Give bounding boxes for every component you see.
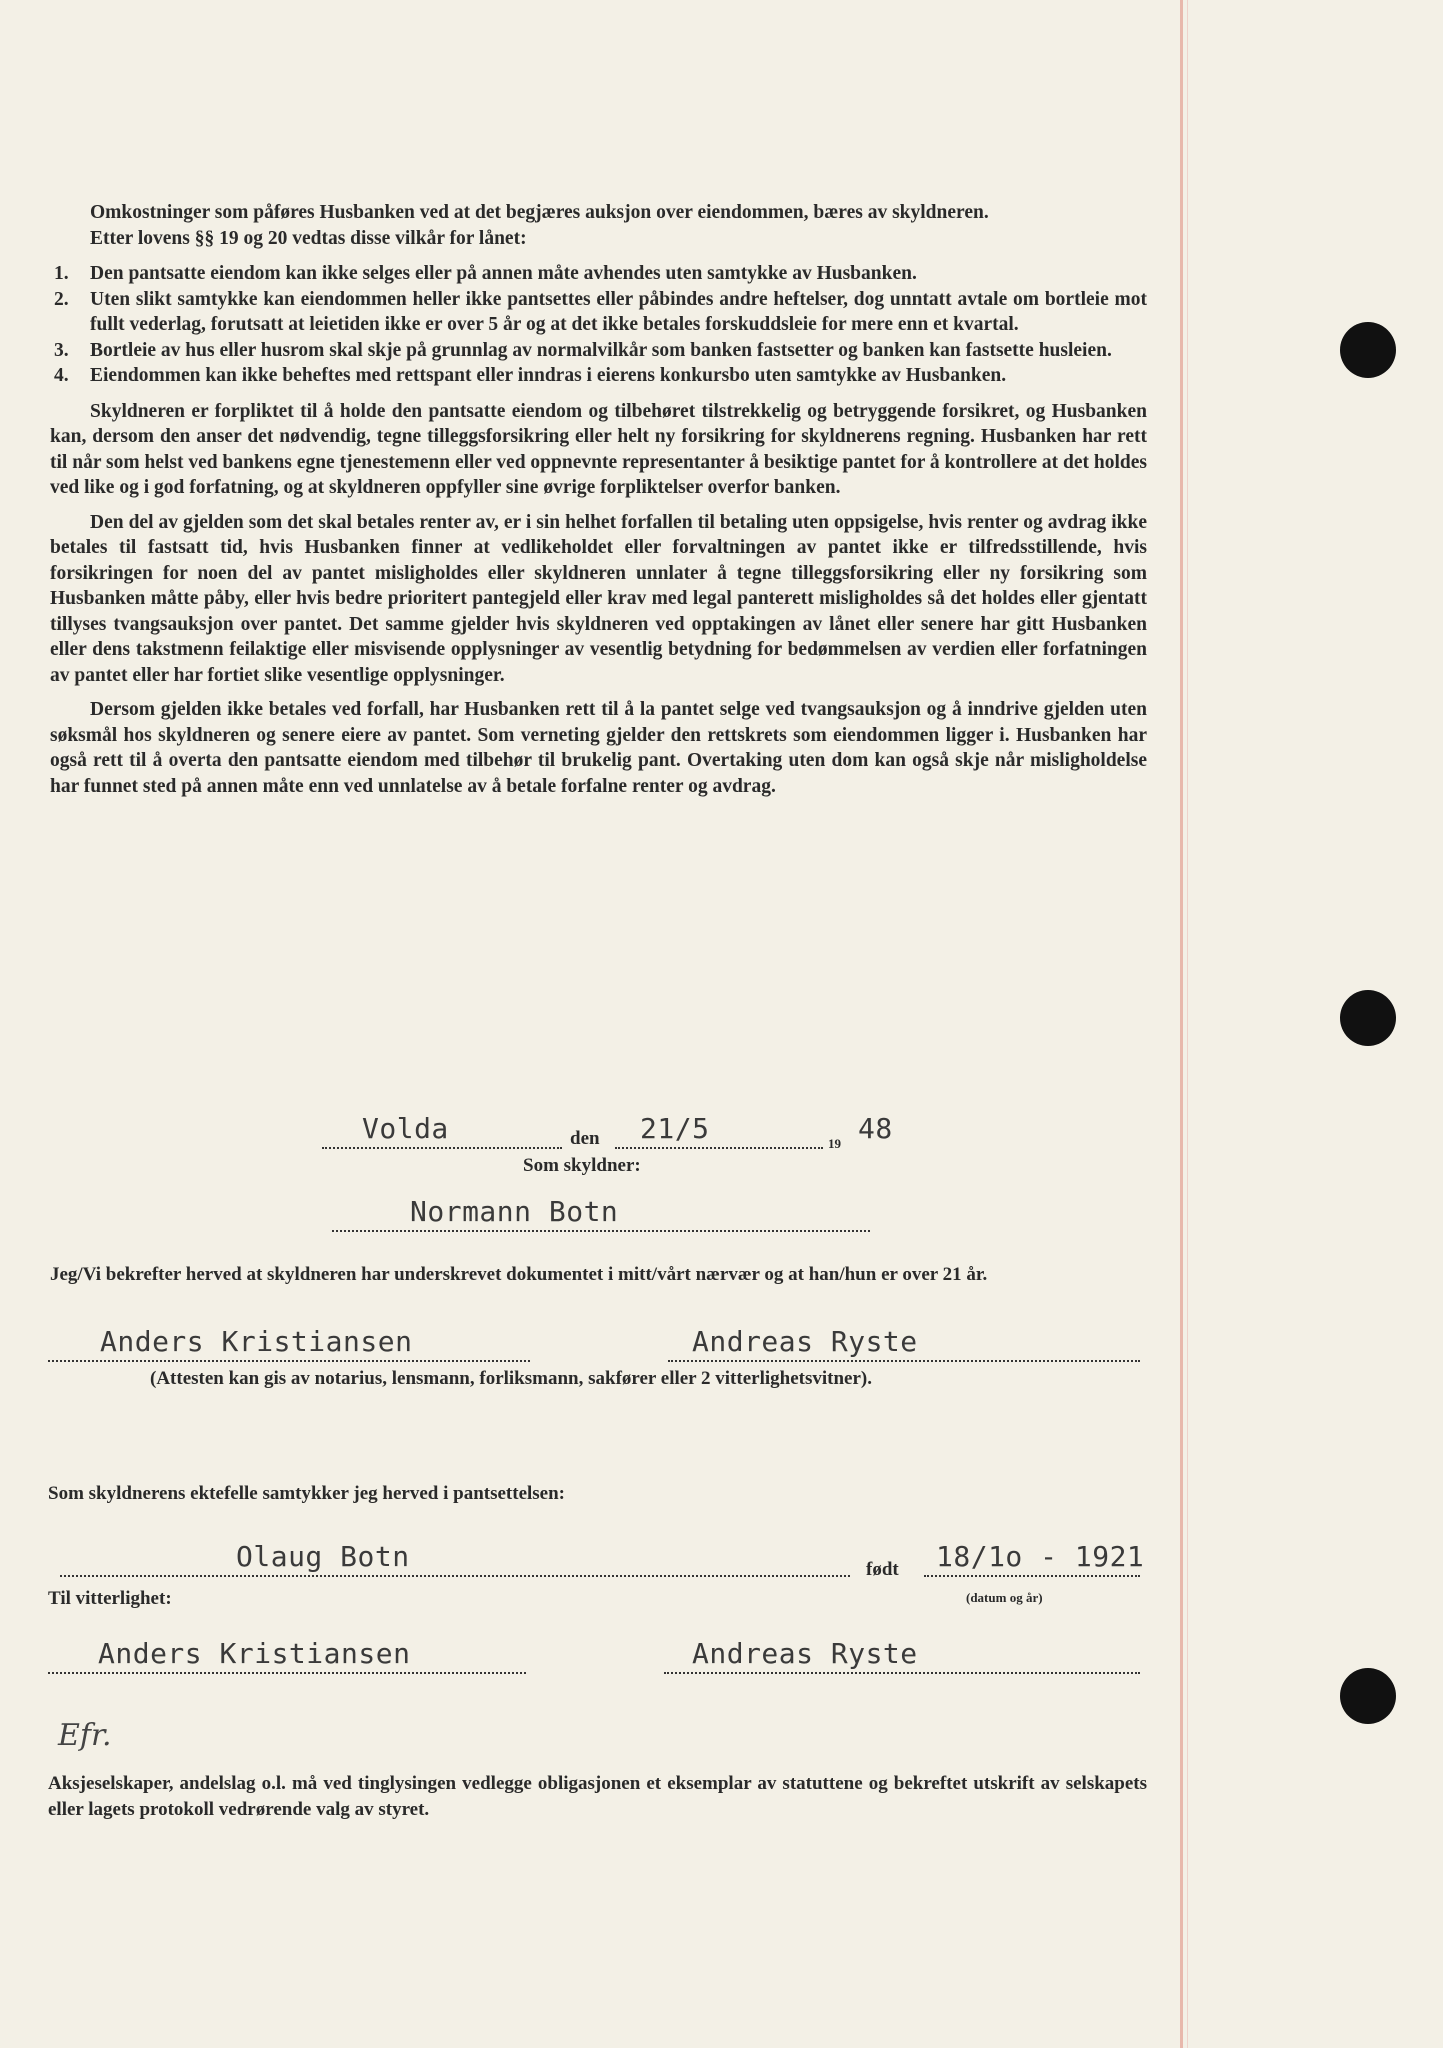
attestation-note: (Attesten kan gis av notarius, lensmann, forliksmann, sakfører eller 2 vitterlighetsvitner). <box>150 1368 872 1389</box>
insurance-paragraph: Skyldneren er forpliktet til å holde den pantsatte eiendom og tilbehøret tilstrekkelig og betryggende forsikret, og Husbanken kan, dersom den anser det nødvendig, tegne tilleggsforsikring eller helt ny forsikring for skyldnerens regning. Husbanken har rett til når som helst ved bankens egne tjenestemenn eller ved oppnevnte representanter å besiktige pantet for å kontrollere at det holdes ved like og i god forfatning, og at skyldneren oppfyller sine øvrige forpliktelser overfor banken. <box>50 400 1147 498</box>
punch-hole-bottom <box>1340 1668 1396 1724</box>
born-hint: (datum og år) <box>966 1590 1043 1605</box>
witness2-signature: Andreas Ryste <box>692 1325 918 1358</box>
born-label: født <box>866 1559 899 1580</box>
conditions-list <box>50 261 1147 389</box>
witness-statement: Jeg/Vi bekrefter herved at skyldneren har underskrevet dokumentet i mitt/vårt nærvær og at han/hun er over 21 år. <box>50 1264 988 1285</box>
handwritten-initials: Efr. <box>58 1718 112 1753</box>
year-prefix: 19 <box>828 1136 841 1151</box>
default-paragraph: Den del av gjelden som det skal betales renter av, er i sin helhet forfallen til betaling uten oppsigelse, hvis renter og avdrag ikke betales til fastsatt tid, hvis Husbanken finner at vedlikeholdet eller forvaltningen av pantet ikke er tilfredsstillende, hvis forsikringen for noen del av pantet misligholdes eller skyldneren unnlater å tegne tilleggsforsikring eller ny forsikring som Husbanken måtte påby, eller hvis bedre prioritert pantegjeld eller krav med legal panterett misligholdes så det holdes eller gjentatt tillyses tvangsauksjon over pantet. Det samme gjelder hvis skyldneren ved opptakingen av lånet eller senere har gitt Husbanken eller dens takstmenn feilaktige eller misvisende opplysninger av vesentlig betydning for bedømmelsen av verdien eller forfatningen av pantet eller har fortiet slike vesentlige opplysninger. <box>50 511 1147 686</box>
year-handwritten: 48 <box>858 1112 893 1145</box>
witness1-line <box>48 1360 530 1362</box>
terms-text <box>50 200 1147 799</box>
born-date-line <box>924 1575 1140 1577</box>
witness2-line <box>668 1360 1140 1362</box>
date-handwritten: 21/5 <box>640 1112 710 1145</box>
spouse-witness1-signature: Anders Kristiansen <box>98 1637 411 1670</box>
place-handwritten: Volda <box>362 1112 449 1145</box>
spouse-signature: Olaug Botn <box>236 1540 410 1573</box>
condition-item: 4. Eiendommen kan ikke beheftes med rettspant eller inndras i eierens konkursbo uten samtykke av Husbanken. <box>54 365 1007 386</box>
enforcement-paragraph: Dersom gjelden ikke betales ved forfall, har Husbanken rett til å la pantet selge ved tvangsauksjon og å inndrive gjelden uten søksmål hos skyldneren og senere eiere av pantet. Som verneting gjelder den rettskrets som eiendommen ligger i. Husbanken har også rett til å overta den pantsatte eiendom med tilbehør til brukelig pant. Overtaking uten dom kan også skje når misligholdelse har funnet sted på annen måte enn ved unnlatelse av å betale forfalne renter og avdrag. <box>50 699 1147 797</box>
footer-note: Aksjeselskaper, andelslag o.l. må ved tinglysingen vedlegge obligasjonen et eksemplar av statuttene og bekreftet utskrift av selskapets eller lagets protokoll vedrørende valg av styret. <box>48 1773 1147 1820</box>
born-date: 18/1o - 1921 <box>936 1540 1145 1573</box>
intro-paragraph: Omkostninger som påføres Husbanken ved at det begjæres auksjon over eiendommen, bæres av skyldneren. <box>90 202 989 223</box>
spouse-signature-line <box>60 1575 850 1577</box>
condition-item: 3. Bortleie av hus eller husrom skal skje på grunnlag av normalvilkår som banken fastsetter og banken kan fastsette husleien. <box>54 339 1112 361</box>
conditions-intro: Etter lovens §§ 19 og 20 vedtas disse vilkår for lånet: <box>90 227 527 249</box>
place-dotted-line <box>322 1147 562 1149</box>
spouse-witness2-line <box>664 1672 1140 1674</box>
condition-item: 1. Den pantsatte eiendom kan ikke selges eller på annen måte avhendes uten samtykke av Husbanken. <box>54 263 917 284</box>
punch-hole-top <box>1340 322 1396 378</box>
spouse-witness1-line <box>48 1672 526 1674</box>
spouse-witness2-signature: Andreas Ryste <box>692 1637 918 1670</box>
witness1-signature: Anders Kristiansen <box>100 1325 413 1358</box>
den-label: den <box>570 1128 600 1149</box>
margin-line-secondary <box>1187 0 1188 2048</box>
debtor-signature-line <box>332 1230 870 1232</box>
margin-line <box>1180 0 1183 2048</box>
spouse-statement: Som skyldnerens ektefelle samtykker jeg herved i pantsettelsen: <box>48 1483 565 1504</box>
debtor-label: Som skyldner: <box>523 1155 641 1176</box>
witness-label: Til vitterlighet: <box>48 1588 172 1609</box>
debtor-signature: Normann Botn <box>410 1195 619 1228</box>
punch-hole-middle <box>1340 990 1396 1046</box>
condition-item: 2. Uten slikt samtykke kan eiendommen heller ikke pantsettes eller påbindes andre heftelser, dog unntatt avtale om bortleie mot fullt vederlag, forutsatt at leietiden ikke er over 5 år og at det ikke betales forskuddsleie for mere enn et kvartal. <box>54 288 1147 335</box>
date-dotted-line <box>615 1147 823 1149</box>
